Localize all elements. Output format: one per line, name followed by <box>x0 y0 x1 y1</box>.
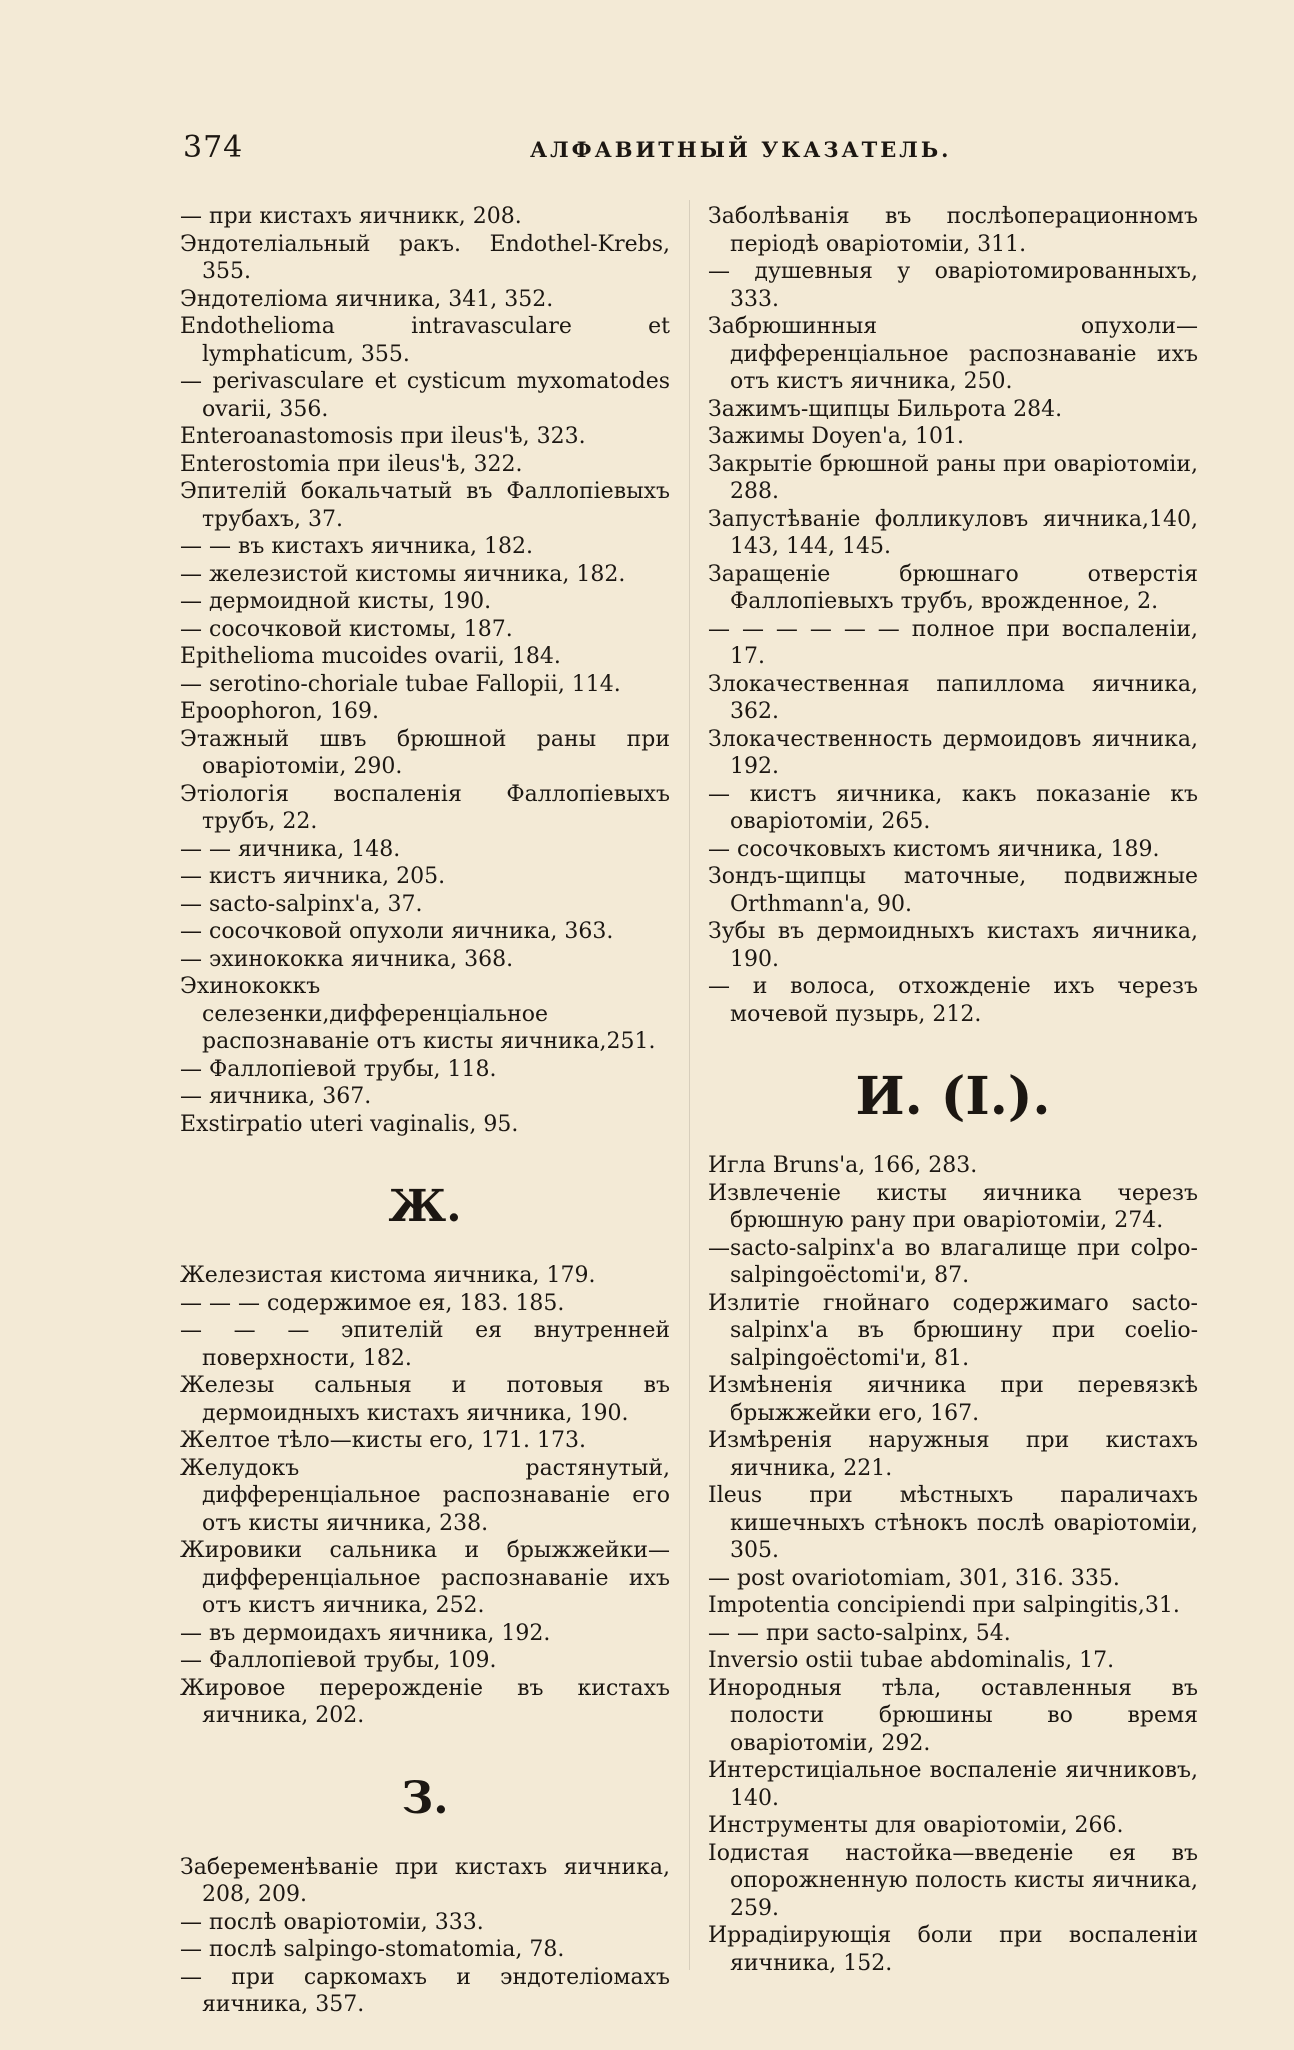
index-entry: — послѣ salpingo-stomatomia, 78. <box>180 1937 565 1962</box>
column-divider <box>689 200 690 1970</box>
running-head: АЛФАВИТНЫЙ УКАЗАТЕЛЬ. <box>530 137 952 162</box>
index-entry: — эхинококка яичника, 368. <box>180 946 514 972</box>
index-entry: — sacto-salpinx'а, 37. <box>180 891 423 917</box>
index-entry: Этажный швъ брюшной раны при оваріотоміи, 290. <box>180 726 670 779</box>
index-entry: Этіологія воспаленія Фаллопіевыхъ трубъ, 22. <box>180 781 670 834</box>
index-entry: Инструменты для оваріотоміи, 266. <box>708 1813 1124 1838</box>
index-entry: — Фаллопіевой трубы, 109. <box>180 1648 497 1673</box>
left-column <box>180 203 670 2019</box>
index-entry: Зубы въ дермоидныхъ кистахъ яичника, 190. <box>708 919 1198 972</box>
index-entry: — — яичника, 148. <box>180 836 401 862</box>
index-entry: Заращеніе брюшнаго отверстія Фаллопіевыхъ трубъ, врожденное, 2. <box>708 561 1198 614</box>
index-entry: — послѣ оваріотоміи, 333. <box>180 1909 484 1935</box>
index-entry: — яичника, 367. <box>180 1084 372 1109</box>
index-entry: Зажимъ-щипцы Бильрота 284. <box>708 396 1063 422</box>
index-entry: Epoophoron, 169. <box>180 699 380 724</box>
index-entry: — и волоса, отхожденіе ихъ черезъ мочевой пузырь, 212. <box>708 974 1198 1027</box>
index-entry: Зажимы Doyen'а, 101. <box>708 424 964 449</box>
index-entry: Endothelioma intravasculare et lymphaticum, 355. <box>180 314 670 367</box>
index-entry: Иррадіирующія боли при воспаленіи яичника, 152. <box>708 1923 1198 1976</box>
section-letter-ze: З. <box>401 1772 449 1824</box>
index-entry: Желудокъ растянутый, дифференціальное распознаваніе его отъ кисты яичника, 238. <box>180 1455 670 1536</box>
right-column <box>708 203 1198 1977</box>
index-entry: Железы сальныя и потовыя въ дермоидныхъ кистахъ яичника, 190. <box>180 1373 670 1426</box>
index-entry: — perivasculare et cysticum myxomatodes ovarii, 356. <box>180 369 670 422</box>
index-entry: Жировики сальника и брыжжейки—дифференціальное распознаваніе ихъ отъ кистъ яичника, 252. <box>180 1538 670 1618</box>
index-entry: —sacto-salpinx'а во влагалище при colpo-salpingoëctomi'и, 87. <box>708 1235 1198 1288</box>
index-entry: — въ дермоидахъ яичника, 192. <box>180 1620 551 1646</box>
index-group-zhe <box>180 1262 670 1730</box>
index-entry: Злокачественность дермоидовъ яичника, 192. <box>708 726 1198 779</box>
index-group-e <box>180 203 670 1138</box>
index-entry: Желтое тѣло—кисты его, 171. 173. <box>180 1428 586 1453</box>
index-entry: — сосочковой кистомы, 187. <box>180 616 513 642</box>
index-entry: — Фаллопіевой трубы, 118. <box>180 1056 497 1082</box>
index-entry: — при саркомахъ и эндотеліомахъ яичника, 357. <box>180 1964 670 2017</box>
index-entry: — — — содержимое ея, 183. 185. <box>180 1290 565 1316</box>
index-entry: Exstirpatio uteri vaginalis, 95. <box>180 1111 519 1137</box>
index-entry: Запустѣваніе фолликуловъ яичника,140, 143, 144, 145. <box>708 506 1198 559</box>
index-entry: Излитіе гнойнаго содержимаго sacto-salpinx'а въ брюшину при coelio-salpingoëctomi'и, 81. <box>708 1290 1198 1371</box>
section-letter-zhe: Ж. <box>388 1181 462 1232</box>
index-entry: Извлеченіе кисты яичника черезъ брюшную рану при оваріотоміи, 274. <box>708 1180 1198 1233</box>
index-entry: Эндотеліома яичника, 341, 352. <box>180 286 554 312</box>
index-entry: Закрытіе брюшной раны при оваріотоміи, 288. <box>708 451 1198 504</box>
index-entry: Интерстиціальное воспаленіе яичниковъ, 140. <box>708 1758 1198 1811</box>
index-entry: Эхинококкъ селезенки,дифференціальное распознаваніе отъ кисты яичника,251. <box>180 974 656 1054</box>
index-entry: Эпителій бокальчатый въ Фаллопіевыхъ трубахъ, 37. <box>180 479 670 532</box>
index-entry: Enterostomia при ileus'ѣ, 322. <box>180 451 523 477</box>
index-entry: — — — — — — полное при воспаленіи, 17. <box>708 616 1198 669</box>
index-entry: — душевныя у оваріотомированныхъ, 333. <box>708 259 1198 312</box>
index-entry: Жировое перерожденіе въ кистахъ яичника, 202. <box>180 1675 670 1728</box>
index-entry: Inversio ostii tubae abdominalis, 17. <box>708 1648 1115 1673</box>
index-entry: Измѣренія наружныя при кистахъ яичника, 221. <box>708 1428 1198 1481</box>
index-entry: — — — эпителій ея внутренней поверхности, 182. <box>180 1318 670 1371</box>
index-entry: — post ovariotomiam, 301, 316. 335. <box>708 1565 1120 1591</box>
index-entry: — при кистахъ яичникк, 208. <box>180 204 522 229</box>
index-group-i <box>708 1152 1198 1977</box>
index-entry: — сосочковой опухоли яичника, 363. <box>180 919 614 944</box>
index-entry: Зондъ-щипцы маточные, подвижные Orthmann'а, 90. <box>708 864 1198 917</box>
index-entry: — кистъ яичника, какъ показаніе къ оваріотоміи, 265. <box>708 781 1198 834</box>
index-entry: — — при sacto-salpinx, 54. <box>708 1620 1011 1646</box>
index-entry: — сосочковыхъ кистомъ яичника, 189. <box>708 836 1160 862</box>
index-entry: — дермоидной кисты, 190. <box>180 589 492 614</box>
section-letter-i: И. (I.). <box>855 1066 1051 1127</box>
index-group-ze-cont <box>708 203 1198 1028</box>
index-entry: Іодистая настойка—введеніе ея въ опорожненную полость кисты яичника, 259. <box>708 1840 1198 1921</box>
index-entry: — железистой кистомы яичника, 182. <box>180 561 626 587</box>
index-group-ze <box>180 1854 670 2019</box>
index-entry: Злокачественная папиллома яичника, 362. <box>708 671 1198 724</box>
index-entry: Игла Bruns'а, 166, 283. <box>708 1153 978 1178</box>
index-entry: Железистая кистома яичника, 179. <box>180 1263 596 1288</box>
index-entry: — serotino-choriale tubae Fallopii, 114. <box>180 671 621 697</box>
index-entry: Забеременѣваніе при кистахъ яичника, 208, 209. <box>180 1854 670 1907</box>
index-entry: Ileus при мѣстныхъ параличахъ кишечныхъ стѣнокъ послѣ оваріотоміи, 305. <box>708 1483 1198 1563</box>
index-entry: Заболѣванія въ послѣоперационномъ періодѣ оваріотоміи, 311. <box>708 204 1198 257</box>
index-entry: — — въ кистахъ яичника, 182. <box>180 534 534 559</box>
index-entry: Enteroanastomosis при ileus'ѣ, 323. <box>180 424 586 449</box>
page-number: 374 <box>183 130 244 165</box>
index-entry: — кистъ яичника, 205. <box>180 864 446 889</box>
index-entry: Эндотеліальный ракъ. Endothel-Krebs, 355. <box>180 231 670 284</box>
index-entry: Impotentia concipiendi при salpingitis,31. <box>708 1593 1180 1618</box>
index-entry: Измѣненія яичника при перевязкѣ брыжжейки его, 167. <box>708 1373 1198 1426</box>
index-entry: Забрюшинныя опухоли—дифференціальное распознаваніе ихъ отъ кистъ яичника, 250. <box>708 314 1198 394</box>
index-entry: Инородныя тѣла, оставленныя въ полости брюшины во время оваріотоміи, 292. <box>708 1675 1198 1756</box>
index-entry: Epithelioma mucoides ovarii, 184. <box>180 644 561 669</box>
